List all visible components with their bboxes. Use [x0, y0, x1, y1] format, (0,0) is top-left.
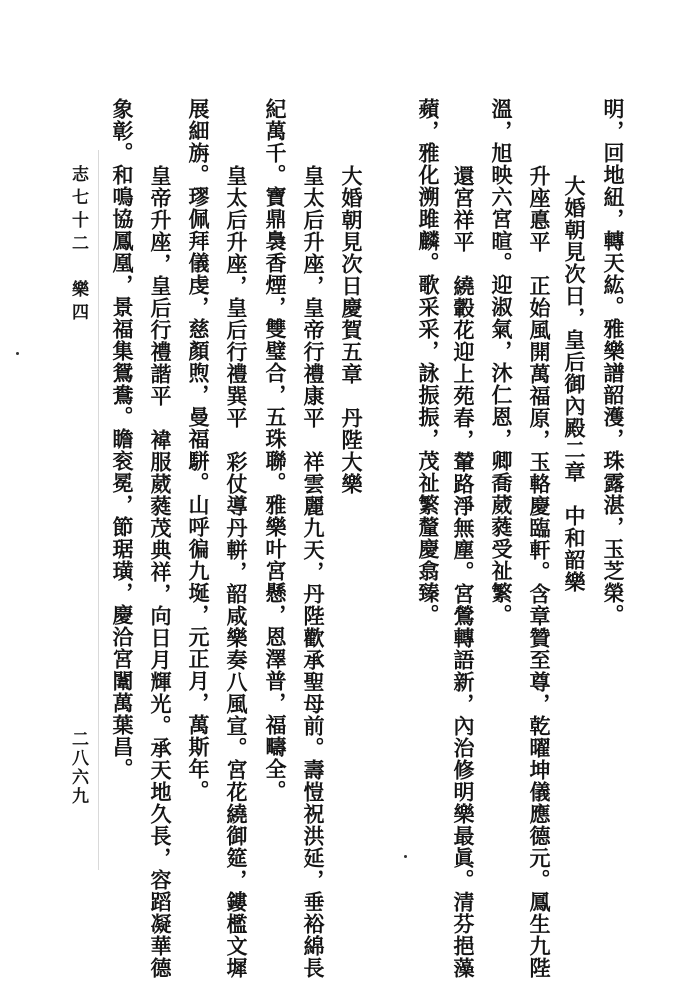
text-column-11: 展細旃。璆佩拜儀虔，慈顏煦，曼福駢。山呼徧九埏，元正月，萬斯年。: [186, 98, 211, 802]
scan-speck: [404, 855, 407, 858]
scan-speck: [16, 352, 19, 355]
text-column-4: 溫，旭映六宮暄。迎淑氣，沐仁恩，卿喬葳蕤受祉繁。: [489, 98, 514, 626]
section-title-2: 大婚朝見次日慶賀五章 丹陛大樂: [339, 165, 364, 495]
text-column-5: 還宮祥平 繞轂花迎上苑春，輦路淨無塵。宮鶯轉語新，內治修明樂最眞。清芬挹藻: [451, 165, 476, 979]
page-number: 二八六九: [68, 730, 88, 806]
text-column-12: 皇帝升座，皇后行禮諧平 褘服葳蕤茂典祥，向日月輝光。承天地久長，容蹈凝華德: [148, 165, 173, 979]
text-column-10: 皇太后升座，皇后行禮巽平 彩仗導丹軿，韶咸樂奏八風宣。宮花繞御筵，鏤檻文墀: [224, 165, 249, 979]
text-column-9: 紀萬千。寶鼎裊香煙，雙璧合，五珠聯。雅樂叶宮懸，恩澤普，福疇全。: [263, 98, 288, 802]
text-column-13: 象彰。和鳴協鳳凰，景福集鴛鴦。瞻衮冕，節琚璜，慶洽宮闈萬葉昌。: [110, 98, 135, 780]
running-head: 志七十二 樂四: [68, 165, 88, 326]
text-column-3: 升座悳平 正始風開萬福原，玉輅慶臨軒。含章贊至尊，乾曜坤儀應德元。鳳生九陛: [527, 165, 552, 979]
text-column-8: 皇太后升座，皇帝行禮康平 祥雲麗九天，丹陛歡承聖母前。壽愷祝洪延，垂裕綿長: [301, 165, 326, 979]
section-title-1: 大婚朝見次日，皇后御內殿二章 中和韶樂: [562, 175, 587, 593]
margin-rule: [98, 150, 99, 870]
text-column-1: 明，回地紐，轉天紘。雅樂譜韶濩，珠露湛，玉芝榮。: [601, 98, 626, 626]
text-column-6: 蘋，雅化溯雎麟。歌采采，詠振振，茂祉繁釐慶翕臻。: [416, 98, 441, 626]
